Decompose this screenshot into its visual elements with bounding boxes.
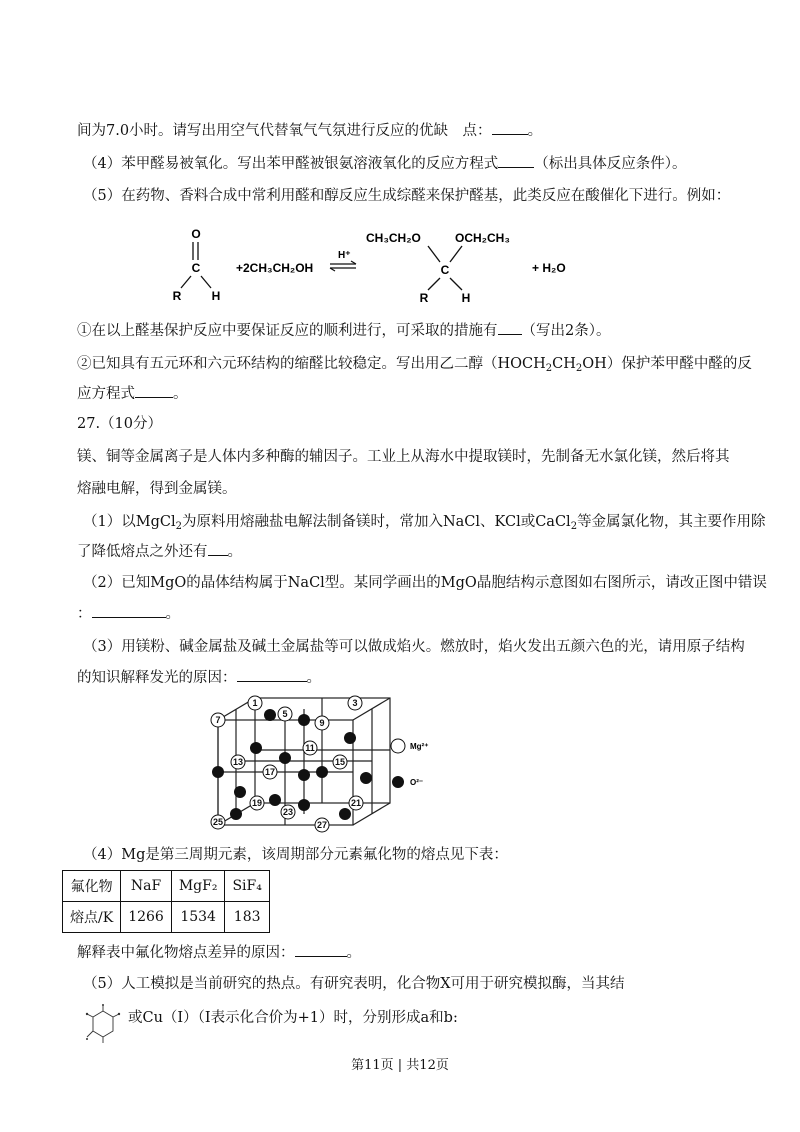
text-line: 了降低熔点之外还有 。 xyxy=(77,541,242,562)
ion-label: 9 xyxy=(319,718,325,728)
text-line: 间为7.0小时。请写出用空气代替氧气气氛进行反应的优缺 点： 。 xyxy=(77,120,542,141)
ion-label: 7 xyxy=(215,715,221,725)
table-cell: NaF xyxy=(121,871,172,902)
text-line: （4）Mg是第三周期元素，该周期部分元素氟化物的熔点见下表： xyxy=(83,847,508,863)
table-cell: MgF₂ xyxy=(171,871,225,902)
ion-label: 1 xyxy=(252,698,258,708)
answer-blank[interactable] xyxy=(498,320,522,335)
ion-label: 25 xyxy=(212,817,224,827)
text-line: （1）以MgCl$_2$为原料用熔融盐电解法制备镁时，常加入NaCl、KCl或CaCl$_2$等金属氯化物，其主要作用除 xyxy=(83,514,766,532)
ion-label: 23 xyxy=(282,807,294,817)
table-cell: 熔点/K xyxy=(63,902,121,933)
text-line: （2）已知MgO的晶体结构属于NaCl型。某同学画出的MgO晶胞结构示意图如右图所示，请改正图中错误 xyxy=(83,575,767,591)
answer-blank[interactable] xyxy=(498,153,534,168)
text-line: （5）在药物、香料合成中常利用醛和醇反应生成综醛来保护醛基，此类反应在酸催化下进行。例如： xyxy=(83,188,731,204)
mgo-crystal-diagram xyxy=(200,690,440,840)
ion-label: 21 xyxy=(350,798,362,808)
table-cell: SiF₄ xyxy=(225,871,269,902)
mg-legend-symbol xyxy=(391,739,405,753)
ethanol-reagent: +2CH₃CH₂OH xyxy=(236,261,314,275)
product-h-label: H xyxy=(461,291,471,305)
answer-blank[interactable] xyxy=(237,667,307,682)
o-legend-symbol xyxy=(392,776,404,788)
text-line: 镁、铜等金属离子是人体内多种酶的辅因子。工业上从海水中提取镁时，先制备无水氯化镁，然后将其 xyxy=(77,449,730,465)
table-header-row xyxy=(63,871,270,902)
question-number: 27.（10分） xyxy=(77,416,163,432)
fluoride-melting-point-table xyxy=(62,870,270,933)
text-line: （4）苯甲醛易被氧化。写出苯甲醛被银氨溶液氧化的反应方程式 （标出具体反应条件）。 xyxy=(83,153,686,174)
ion-label: 3 xyxy=(352,698,358,708)
ion-label: 11 xyxy=(305,743,315,753)
ethoxy-left-label: CH₃CH₂O xyxy=(366,231,421,245)
answer-blank[interactable] xyxy=(492,120,528,135)
text-line: （5）人工模拟是当前研究的热点。有研究表明，化合物X可用于研究模拟酶，当其结 xyxy=(83,976,625,992)
table-cell: 氟化物 xyxy=(63,871,121,902)
text-line: ： 。 xyxy=(77,603,180,624)
page-footer: 第11页 | 共12页 xyxy=(351,1058,449,1073)
ion-label: 27 xyxy=(316,820,328,830)
o-legend-label: O²⁻ xyxy=(410,778,424,787)
product-r-label: R xyxy=(419,291,429,305)
table-cell: 1266 xyxy=(121,902,172,933)
text-line: 应方程式 。 xyxy=(77,383,188,404)
text-line: 解释表中氟化物熔点差异的原因： 。 xyxy=(77,942,361,963)
water-product: + H₂O xyxy=(532,261,566,275)
compound-x-structure xyxy=(75,1003,135,1051)
answer-blank[interactable] xyxy=(92,603,166,618)
reactant-h-label: H xyxy=(211,289,221,303)
table-cell: 1534 xyxy=(171,902,225,933)
text-line: ②已知具有五元环和六元环结构的缩醛比较稳定。写出用乙二醇$(HOCH_2CH_2OH)$保护苯甲醛中醛的反 xyxy=(77,356,752,374)
text-line: （3）用镁粉、碱金属盐及碱土金属盐等可以做成焰火。燃放时，焰火发出五颜六色的光，请用原子结构 xyxy=(83,639,745,655)
ion-label: 19 xyxy=(251,798,263,808)
ethoxy-right-label: OCH₂CH₃ xyxy=(455,231,510,245)
text-line: 的知识解释发光的原因： 。 xyxy=(77,667,321,688)
text-line: 或Cu（I）（I表示化合价为+1）时，分别形成a和b: xyxy=(128,1010,458,1026)
product-carbon-label: C xyxy=(440,263,450,277)
table-cell: 183 xyxy=(225,902,269,933)
answer-blank[interactable] xyxy=(135,383,173,398)
ion-label: 15 xyxy=(334,757,346,767)
text-line: 熔融电解，得到金属镁。 xyxy=(77,481,237,497)
table-row xyxy=(63,902,270,933)
reactant-oxygen-label: O xyxy=(191,227,201,241)
ion-label: 5 xyxy=(282,709,288,719)
reactant-r-label: R xyxy=(172,289,182,303)
reactant-carbon-label: C xyxy=(191,261,201,275)
mg-legend-label: Mg²⁺ xyxy=(410,742,429,751)
answer-blank[interactable] xyxy=(208,541,228,556)
ion-label: 13 xyxy=(232,757,244,767)
answer-blank[interactable] xyxy=(295,942,347,957)
ion-label: 17 xyxy=(264,767,276,777)
text-line: ①在以上醛基保护反应中要保证反应的顺利进行，可采取的措施有 （写出2条）。 xyxy=(77,320,610,341)
acetal-reaction-scheme xyxy=(150,220,590,305)
acid-catalyst: H⁺ xyxy=(338,250,351,261)
